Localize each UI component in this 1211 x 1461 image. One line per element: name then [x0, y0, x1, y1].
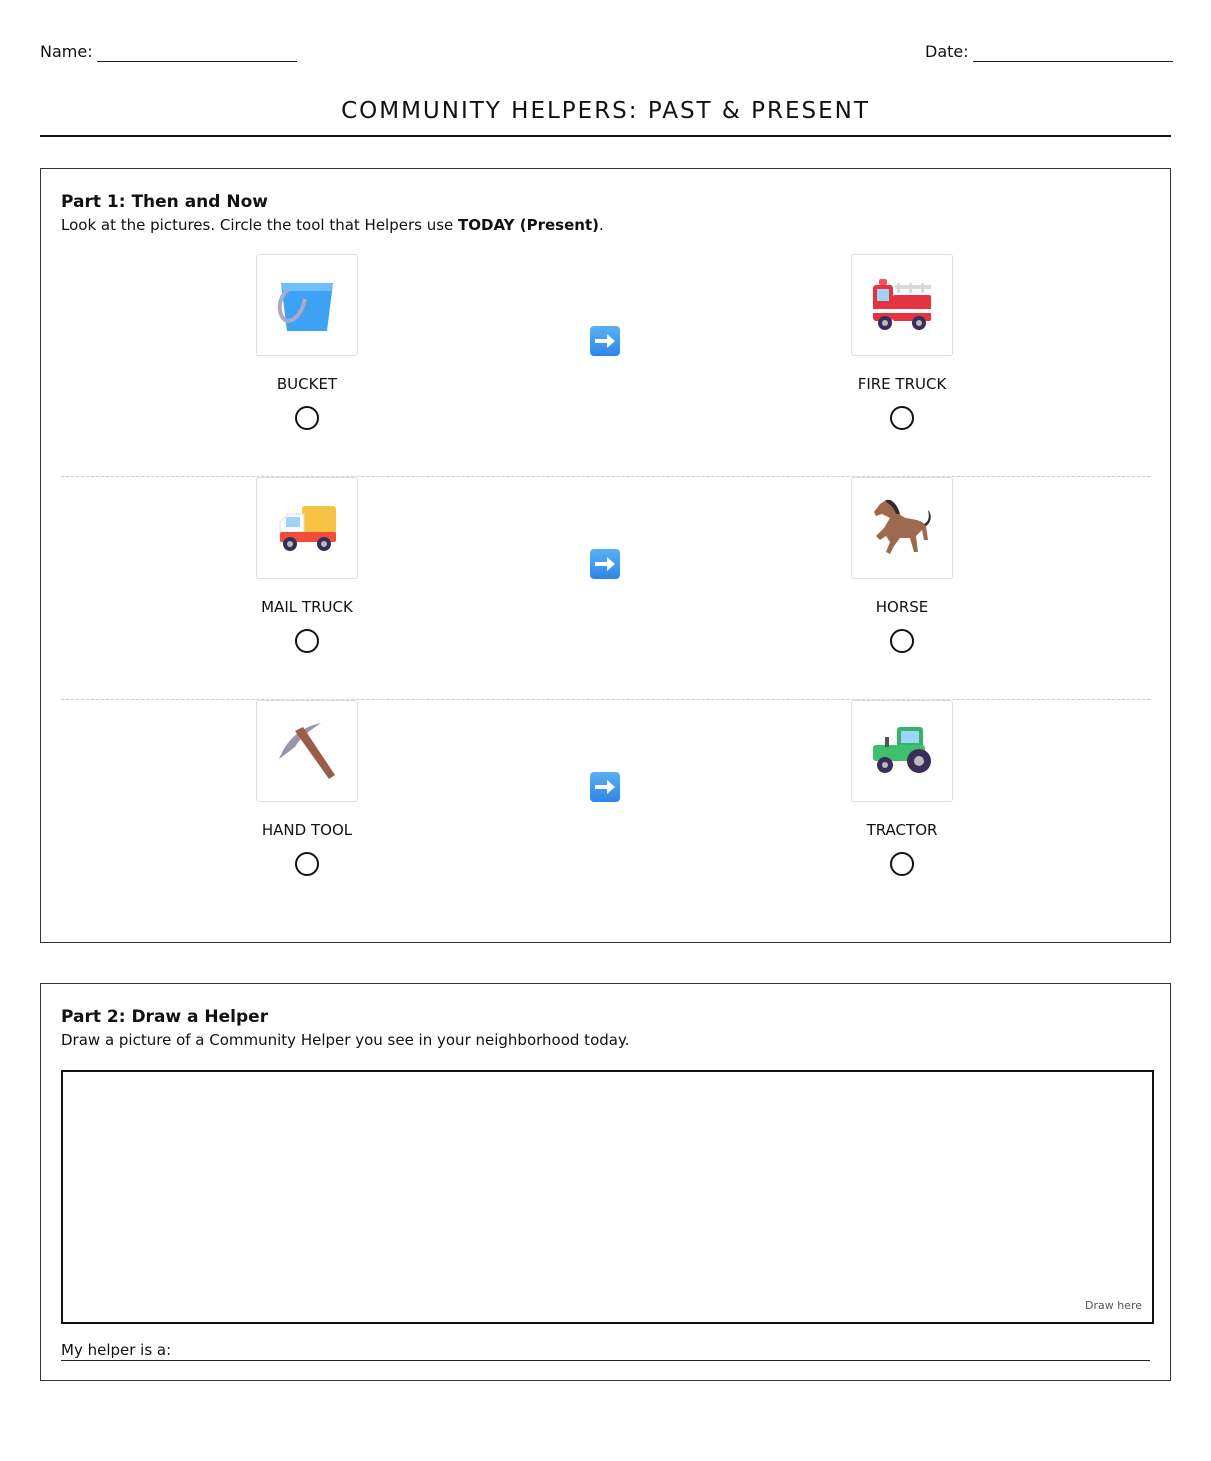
name-blank[interactable] — [97, 46, 297, 62]
date-blank[interactable] — [973, 46, 1173, 62]
helper-answer-line[interactable] — [61, 1340, 1150, 1361]
comparison-row — [61, 700, 1150, 923]
option-horse — [822, 477, 982, 653]
name-label: Name: — [40, 42, 93, 61]
option-hand-tool — [227, 700, 387, 876]
title-divider — [40, 135, 1171, 137]
option-bucket — [227, 254, 387, 430]
right-arrow-icon — [590, 326, 620, 356]
option-label: FIRE TRUCK — [857, 375, 947, 393]
comparison-row — [61, 254, 1150, 477]
part1-panel — [40, 168, 1171, 943]
part1-instruction-end: . — [598, 216, 604, 234]
bucket-icon — [256, 254, 358, 356]
choice-circle[interactable] — [890, 406, 914, 430]
comparison-row — [61, 477, 1150, 700]
option-label: HORSE — [875, 598, 929, 616]
horse-icon — [851, 477, 953, 579]
option-label: TRACTOR — [866, 821, 938, 839]
choice-circle[interactable] — [890, 629, 914, 653]
name-line — [40, 42, 297, 62]
page-title: COMMUNITY HELPERS: PAST & PRESENT — [341, 98, 870, 124]
mail-truck-icon — [256, 477, 358, 579]
part1-instruction-text: Look at the pictures. Circle the tool that Helpers use — [61, 216, 459, 234]
part1-instruction-emphasis: TODAY (Present) — [458, 216, 599, 234]
tractor-icon — [851, 700, 953, 802]
option-label: HAND TOOL — [261, 821, 353, 839]
right-arrow-icon — [590, 772, 620, 802]
part1-instruction — [61, 215, 604, 235]
draw-hint: Draw here — [1084, 1299, 1142, 1312]
date-label: Date: — [925, 42, 969, 61]
choice-circle[interactable] — [295, 852, 319, 876]
choice-circle[interactable] — [295, 629, 319, 653]
option-fire-truck — [822, 254, 982, 430]
part2-instruction: Draw a picture of a Community Helper you see in your neighborhood today. — [61, 1031, 630, 1049]
option-mail-truck — [227, 477, 387, 653]
pickaxe-icon — [256, 700, 358, 802]
option-tractor — [822, 700, 982, 876]
right-arrow-icon — [590, 549, 620, 579]
helper-label: My helper is a: — [61, 1341, 172, 1359]
choice-circle[interactable] — [890, 852, 914, 876]
part2-panel — [40, 983, 1171, 1381]
option-label: BUCKET — [276, 375, 338, 393]
part1-title: Part 1: Then and Now — [61, 192, 268, 212]
option-label: MAIL TRUCK — [261, 598, 353, 616]
fire-truck-icon — [851, 254, 953, 356]
date-line — [925, 42, 1173, 62]
choice-circle[interactable] — [295, 406, 319, 430]
part2-title: Part 2: Draw a Helper — [61, 1007, 269, 1027]
drawing-area[interactable] — [61, 1070, 1154, 1324]
